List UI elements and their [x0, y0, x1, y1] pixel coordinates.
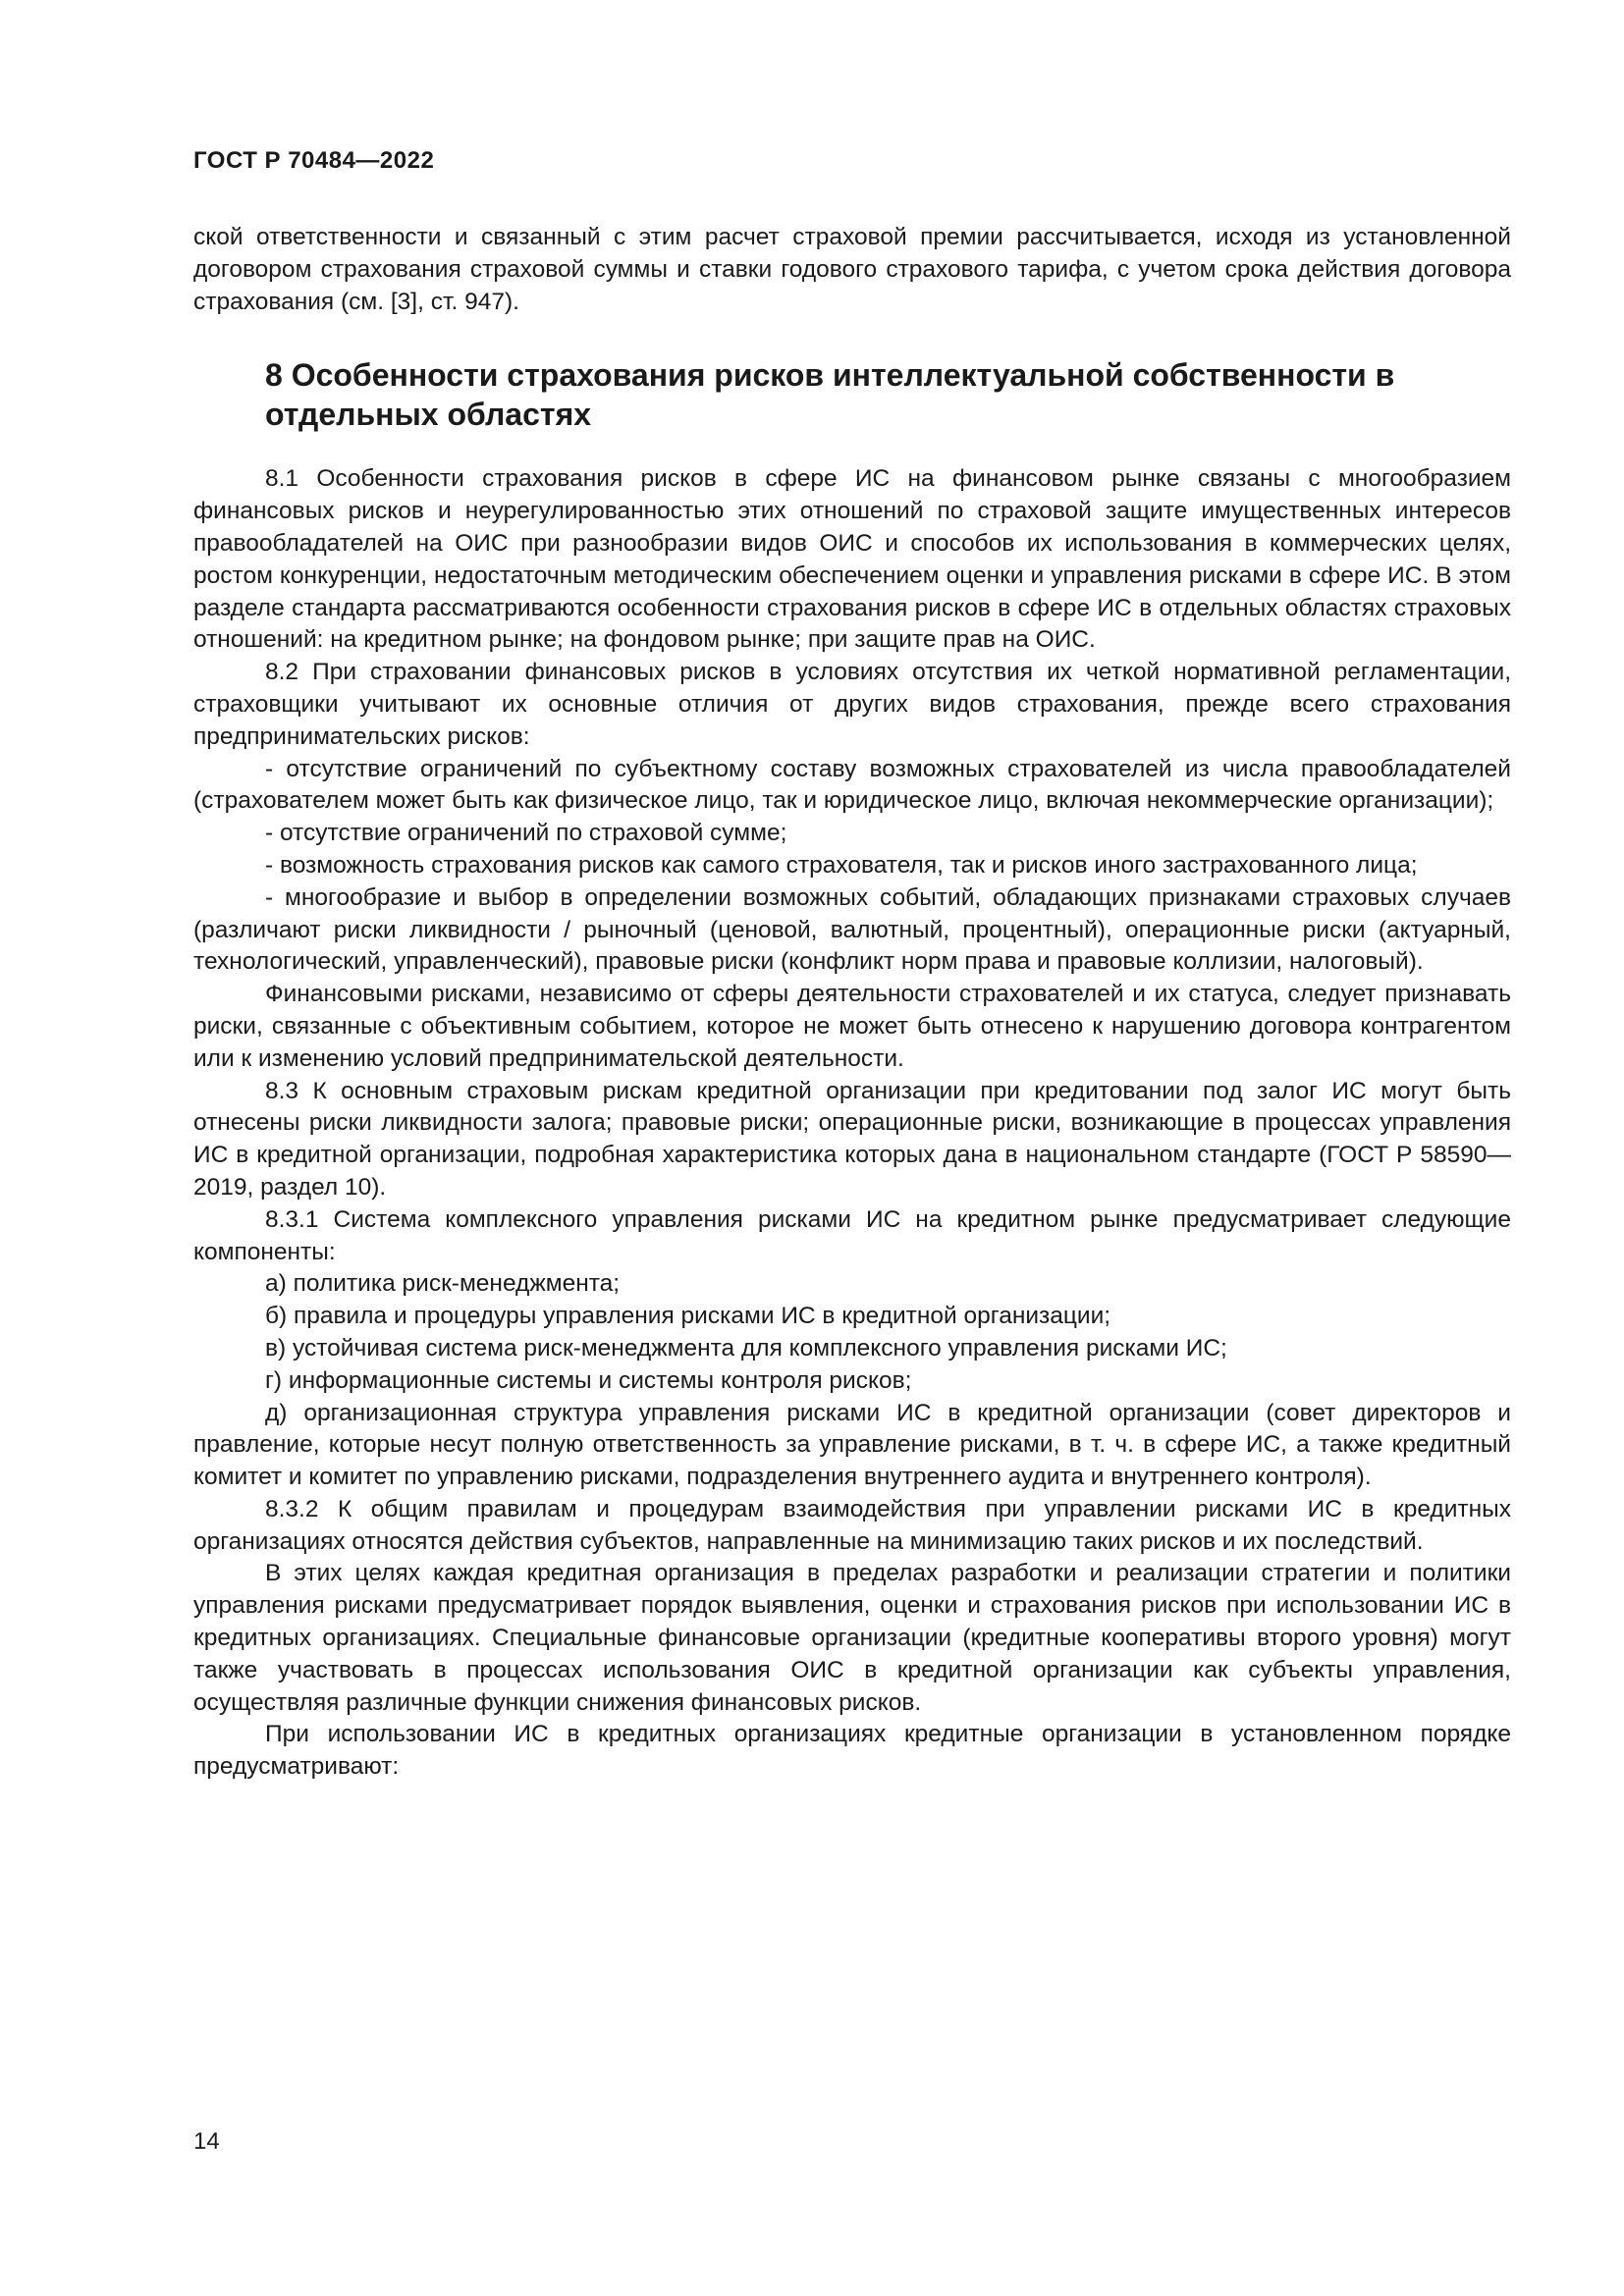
- list-item: - многообразие и выбор в определении возможных событий, обладающих признаками страховых случаев (различают риски ликвидности / рыночный (ценовой, валютный, процентный), операционные риски (актуарный, технологический, управленческий), правовые риски (конфликт норм права и правовые коллизии, налоговый).: [193, 883, 1511, 976]
- document-code-header: ГОСТ Р 70484—2022: [193, 147, 435, 174]
- list-item: г) информационные системы и системы контроля рисков;: [265, 1366, 912, 1394]
- paragraph-8-1: 8.1 Особенности страхования рисков в сфере ИС на финансовом рынке связаны с многообразием финансовых рисков и неурегулированностью этих отношений по страховой защите имущественных интересов правообладателей на ОИС при разнообразии видов ОИС и способов их использования в коммерческих целях, ростом конкуренции, недостаточным методическим обеспечением оценки и управления рисками в сфере ИС. В этом разделе стандарта рассматриваются особенности страхования рисков в сфере ИС в отдельных областях страховых отношений: на кредитном рынке; на фондовом рынке; при защите прав на ОИС.: [193, 465, 1511, 654]
- paragraph-8-3-2: 8.3.2 К общим правилам и процедурам взаимодействия при управлении рисками ИС в кредитных организациях относятся действия субъектов, направленные на минимизацию таких рисков и их последствий.: [193, 1495, 1511, 1555]
- paragraph-financial-risks: Финансовыми рисками, независимо от сферы деятельности страхователей и их статуса, следует признавать риски, связанные с объективным событием, которое не может быть отнесено к нарушению договора контрагентом или к изменению условий предпринимательской деятельности.: [193, 981, 1511, 1072]
- intro-paragraph: ской ответственности и связанный с этим расчет страховой премии рассчитывается, исходя из установленной договором страхования страховой суммы и ставки годового страхового тарифа, с учетом срока действия договора страхования (см. [3], ст. 947).: [193, 224, 1511, 315]
- section-heading: 8 Особенности страхования рисков интеллектуальной собственности в отдельных областях: [265, 357, 1395, 433]
- paragraph-usage: При использовании ИС в кредитных организациях кредитные организации в установленном порядке предусматривают:: [193, 1721, 1511, 1781]
- list-item: б) правила и процедуры управления рисками ИС в кредитной организации;: [265, 1303, 1111, 1330]
- paragraph-8-3: 8.3 К основным страховым рискам кредитной организации при кредитовании под залог ИС могут быть отнесены риски ликвидности залога; правовые риски; операционные риски, возникающие в процессах управления ИС в кредитной организации, подробная характеристика которых дана в национальном стандарте (ГОСТ Р 58590—2019, раздел 10).: [193, 1077, 1511, 1201]
- list-item: а) политика риск-менеджмента;: [265, 1270, 621, 1298]
- list-item: д) организационная структура управления рисками ИС в кредитной организации (совет директоров и правление, которые несут полную ответственность за управление рисками, в т. ч. в сфере ИС, а также кредитный комитет и комитет по управлению рисками, подразделения внутреннего аудита и внутреннего контроля).: [193, 1399, 1511, 1491]
- list-item: - отсутствие ограничений по страховой сумме;: [265, 820, 787, 847]
- list-item: - возможность страхования рисков как самого страхователя, так и рисков иного застрахованного лица;: [265, 851, 1418, 879]
- paragraph-strategy: В этих целях каждая кредитная организация в пределах разработки и реализации стратегии и политики управления рисками предусматривает порядок выявления, оценки и страхования рисков при использовании ИС в кредитных организациях. Специальные финансовые организации (кредитные кооперативы второго уровня) могут также участвовать в процессах использования ОИС в кредитной организации как субъекты управления, осуществляя различные функции снижения финансовых рисков.: [193, 1560, 1511, 1716]
- list-item: в) устойчивая система риск-менеджмента для комплексного управления рисками ИС;: [265, 1334, 1227, 1362]
- paragraph-8-2: 8.2 При страховании финансовых рисков в условиях отсутствия их четкой нормативной регламентации, страховщики учитывают их основные отличия от других видов страхования, прежде всего страхования предпринимательских рисков:: [193, 659, 1511, 750]
- list-item: - отсутствие ограничений по субъектному составу возможных страхователей из числа правообладателей (страхователем может быть как физическое лицо, так и юридическое лицо, включая некоммерческие организации);: [193, 755, 1511, 815]
- paragraph-8-3-1: 8.3.1 Система комплексного управления рисками ИС на кредитном рынке предусматривает следующие компоненты:: [193, 1205, 1511, 1265]
- page-number: 14: [193, 2128, 220, 2155]
- document-body: [193, 222, 1511, 1784]
